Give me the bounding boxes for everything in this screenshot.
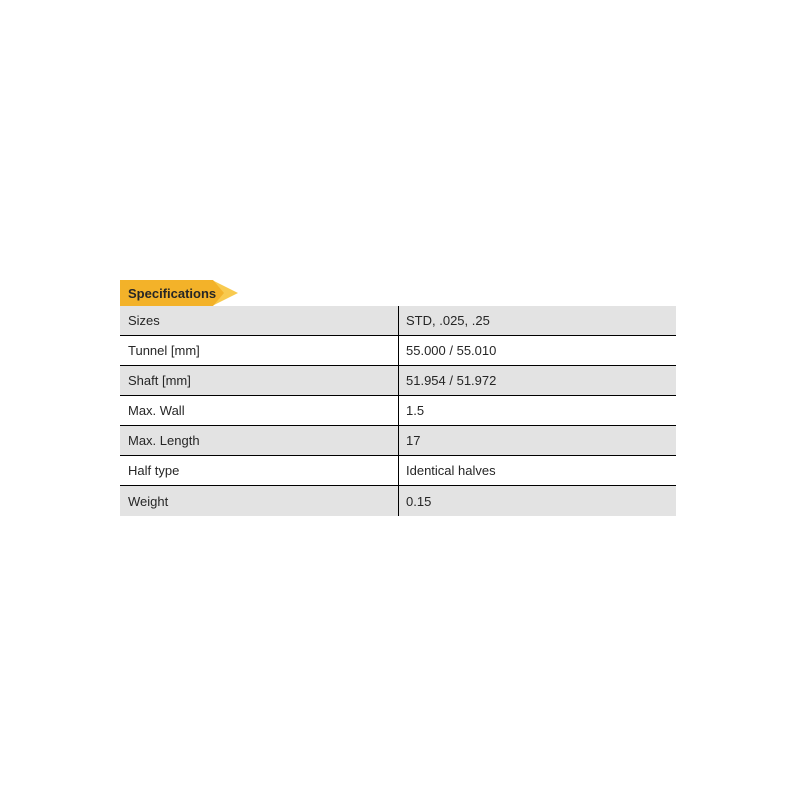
table-row [120, 456, 676, 486]
spec-label: Weight [128, 493, 169, 509]
spec-value: Identical halves [398, 456, 676, 485]
specifications-table [120, 306, 676, 516]
spec-value: 51.954 / 51.972 [398, 366, 676, 395]
spec-label: Half type [128, 463, 180, 478]
spec-value: 0.15 [398, 486, 676, 516]
spec-label: Tunnel [mm] [128, 343, 200, 358]
table-row [120, 426, 676, 456]
spec-value: 55.000 / 55.010 [398, 336, 676, 365]
spec-value: 17 [398, 426, 676, 455]
spec-label: Max. Wall [128, 403, 185, 418]
spec-label: Sizes [128, 313, 160, 328]
table-row [120, 396, 676, 426]
spec-value: STD, .025, .25 [398, 306, 676, 335]
spec-label: Shaft [mm] [128, 373, 191, 388]
table-row [120, 306, 676, 336]
spec-value: 1.5 [398, 396, 676, 425]
spec-label: Max. Length [128, 433, 200, 448]
table-row [120, 336, 676, 366]
specifications-banner [120, 280, 238, 306]
table-row [120, 486, 676, 516]
table-row [120, 366, 676, 396]
banner-title: Specifications [128, 285, 217, 301]
